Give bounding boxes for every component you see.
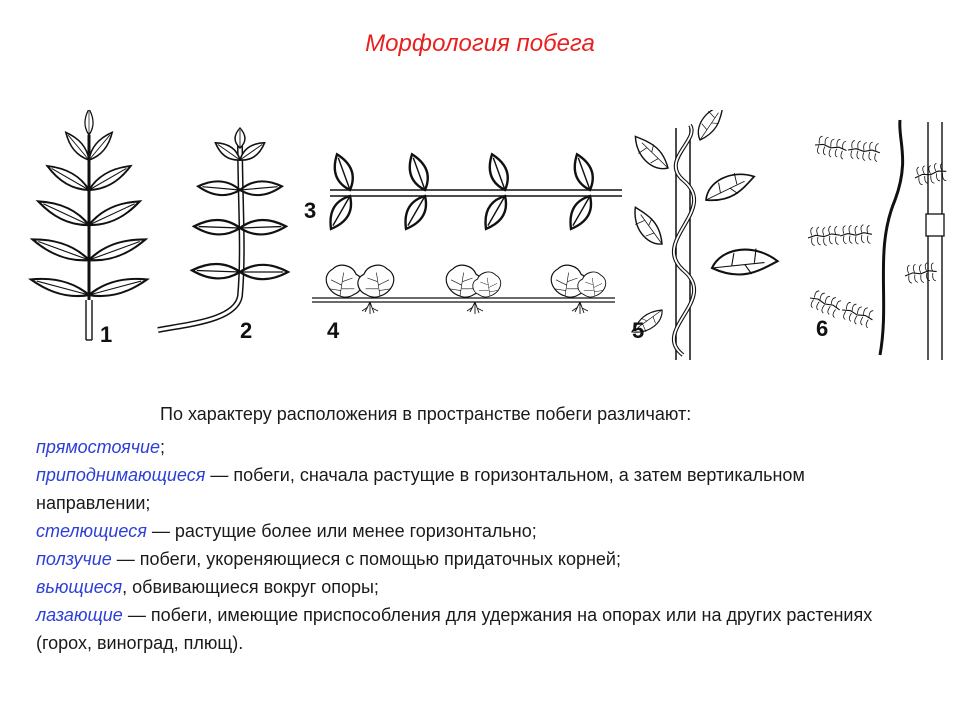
shoot-types-illustration — [0, 110, 960, 370]
definition-text: — растущие более или менее горизонтально; — [146, 521, 537, 541]
shoot-types-list — [36, 433, 916, 657]
shoot-creeping-drawing — [324, 152, 622, 233]
term-ascending: приподнимающиеся — [36, 465, 206, 485]
shoot-ascending-drawing — [158, 128, 288, 330]
definition-text: — побеги, укореняющиеся с помощью придаточных корней; — [111, 549, 621, 569]
list-item — [36, 545, 916, 573]
term-rooting: ползучие — [36, 549, 112, 569]
label-upright-number: 1 — [100, 322, 113, 347]
shoot-rooting-drawing — [312, 265, 615, 314]
term-upright: прямостоячие — [36, 437, 161, 457]
shoot-twining-drawing — [624, 110, 778, 360]
label-climbing-number: 6 — [816, 316, 829, 341]
list-item — [36, 601, 916, 657]
term-climbing: лазающие — [36, 605, 123, 625]
label-twining-number: 5 — [632, 318, 645, 343]
intro-text: По характеру расположения в пространстве побеги различают: — [160, 404, 692, 424]
label-rooting-number: 4 — [327, 318, 340, 343]
list-item — [36, 573, 916, 601]
definition-text: — побеги, имеющие приспособления для удержания на опорах или на других растениях (горох, виноград, плющ). — [36, 605, 873, 653]
term-twining: вьющиеся — [36, 577, 123, 597]
label-ascending-number: 2 — [240, 318, 253, 343]
shoot-upright-drawing — [29, 110, 148, 340]
definition-text: , обвивающиеся вокруг опоры; — [122, 577, 379, 597]
list-item — [36, 461, 916, 517]
label-creeping-number: 3 — [304, 198, 317, 223]
list-item — [36, 517, 916, 545]
definition-text: — побеги, сначала растущие в горизонтальном, а затем вертикальном направлении; — [36, 465, 805, 513]
definition-text: ; — [160, 437, 166, 457]
list-item — [36, 433, 916, 461]
term-creeping: стелющиеся — [36, 521, 147, 541]
page-title: Морфология побега — [365, 30, 595, 57]
